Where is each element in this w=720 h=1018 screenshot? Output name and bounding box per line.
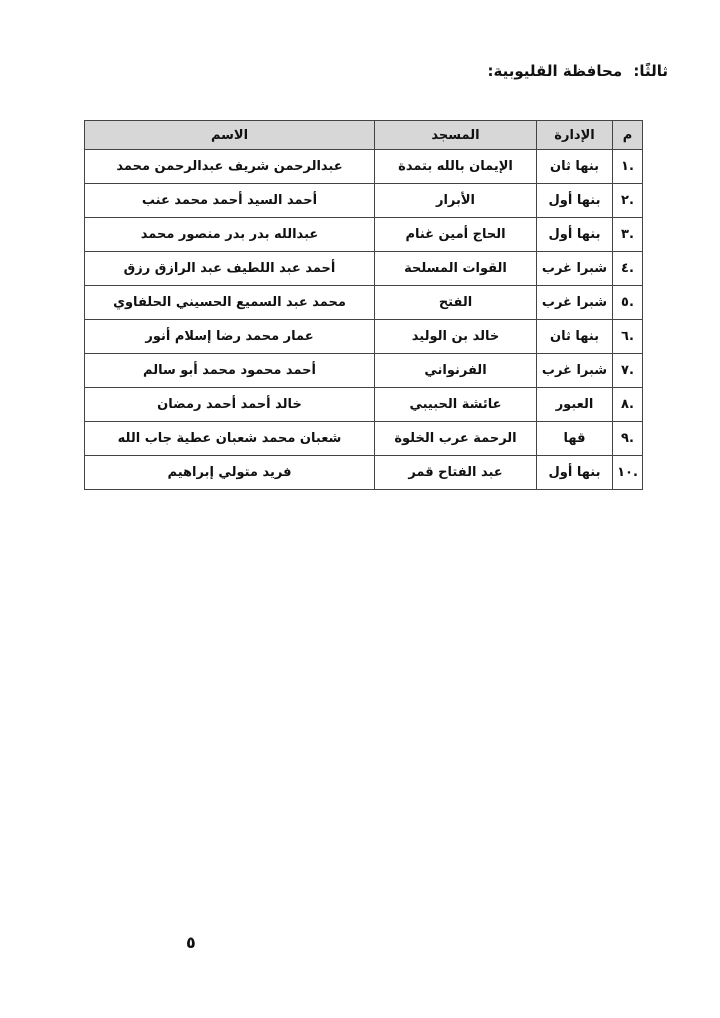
- section-ordinal: ثالثًا:: [633, 62, 668, 80]
- cell-number: .١٠: [613, 456, 643, 490]
- cell-mosque: القوات المسلحة: [375, 252, 537, 286]
- cell-name: عبدالله بدر بدر منصور محمد: [85, 218, 375, 252]
- column-header-number: م: [613, 121, 643, 150]
- cell-department: بنها ثان: [537, 150, 613, 184]
- cell-mosque: خالد بن الوليد: [375, 320, 537, 354]
- table-header-row: [85, 121, 643, 150]
- table-row: [85, 286, 643, 320]
- cell-number: .٢: [613, 184, 643, 218]
- cell-number: .١: [613, 150, 643, 184]
- table-row: [85, 320, 643, 354]
- section-title: محافظة القليوبية:: [487, 62, 623, 80]
- table-row: [85, 422, 643, 456]
- cell-department: شبرا غرب: [537, 286, 613, 320]
- page-number: ٥: [186, 933, 196, 952]
- cell-name: شعبان محمد شعبان عطية جاب الله: [85, 422, 375, 456]
- cell-mosque: الفرنواني: [375, 354, 537, 388]
- cell-name: عمار محمد رضا إسلام أنور: [85, 320, 375, 354]
- table-row: [85, 150, 643, 184]
- cell-mosque: الفتح: [375, 286, 537, 320]
- cell-name: أحمد محمود محمد أبو سالم: [85, 354, 375, 388]
- cell-mosque: عائشة الحبيبي: [375, 388, 537, 422]
- cell-number: .٧: [613, 354, 643, 388]
- cell-department: شبرا غرب: [537, 354, 613, 388]
- cell-number: .٤: [613, 252, 643, 286]
- cell-department: قها: [537, 422, 613, 456]
- cell-name: خالد أحمد أحمد رمضان: [85, 388, 375, 422]
- cell-name: فريد متولي إبراهيم: [85, 456, 375, 490]
- cell-mosque: الإيمان بالله بتمدة: [375, 150, 537, 184]
- cell-name: عبدالرحمن شريف عبدالرحمن محمد: [85, 150, 375, 184]
- cell-department: شبرا غرب: [537, 252, 613, 286]
- cell-number: .٨: [613, 388, 643, 422]
- cell-mosque: الأبرار: [375, 184, 537, 218]
- cell-number: .٩: [613, 422, 643, 456]
- cell-department: العبور: [537, 388, 613, 422]
- column-header-department: الإدارة: [537, 121, 613, 150]
- section-heading: [488, 62, 668, 80]
- cell-mosque: الحاج أمين غنام: [375, 218, 537, 252]
- table-row: [85, 456, 643, 490]
- table-row: [85, 388, 643, 422]
- table-row: [85, 354, 643, 388]
- table-row: [85, 184, 643, 218]
- cell-name: أحمد السيد أحمد محمد عنب: [85, 184, 375, 218]
- cell-number: .٦: [613, 320, 643, 354]
- cell-name: أحمد عبد اللطيف عبد الرازق رزق: [85, 252, 375, 286]
- cell-name: محمد عبد السميع الحسيني الحلفاوي: [85, 286, 375, 320]
- cell-number: .٥: [613, 286, 643, 320]
- mosques-table: [84, 120, 643, 490]
- cell-department: بنها ثان: [537, 320, 613, 354]
- cell-department: بنها أول: [537, 184, 613, 218]
- column-header-mosque: المسجد: [375, 121, 537, 150]
- cell-department: بنها أول: [537, 218, 613, 252]
- cell-number: .٣: [613, 218, 643, 252]
- table-row: [85, 218, 643, 252]
- table-row: [85, 252, 643, 286]
- cell-mosque: عبد الفتاح قمر: [375, 456, 537, 490]
- cell-mosque: الرحمة عرب الخلوة: [375, 422, 537, 456]
- cell-department: بنها أول: [537, 456, 613, 490]
- column-header-name: الاسم: [85, 121, 375, 150]
